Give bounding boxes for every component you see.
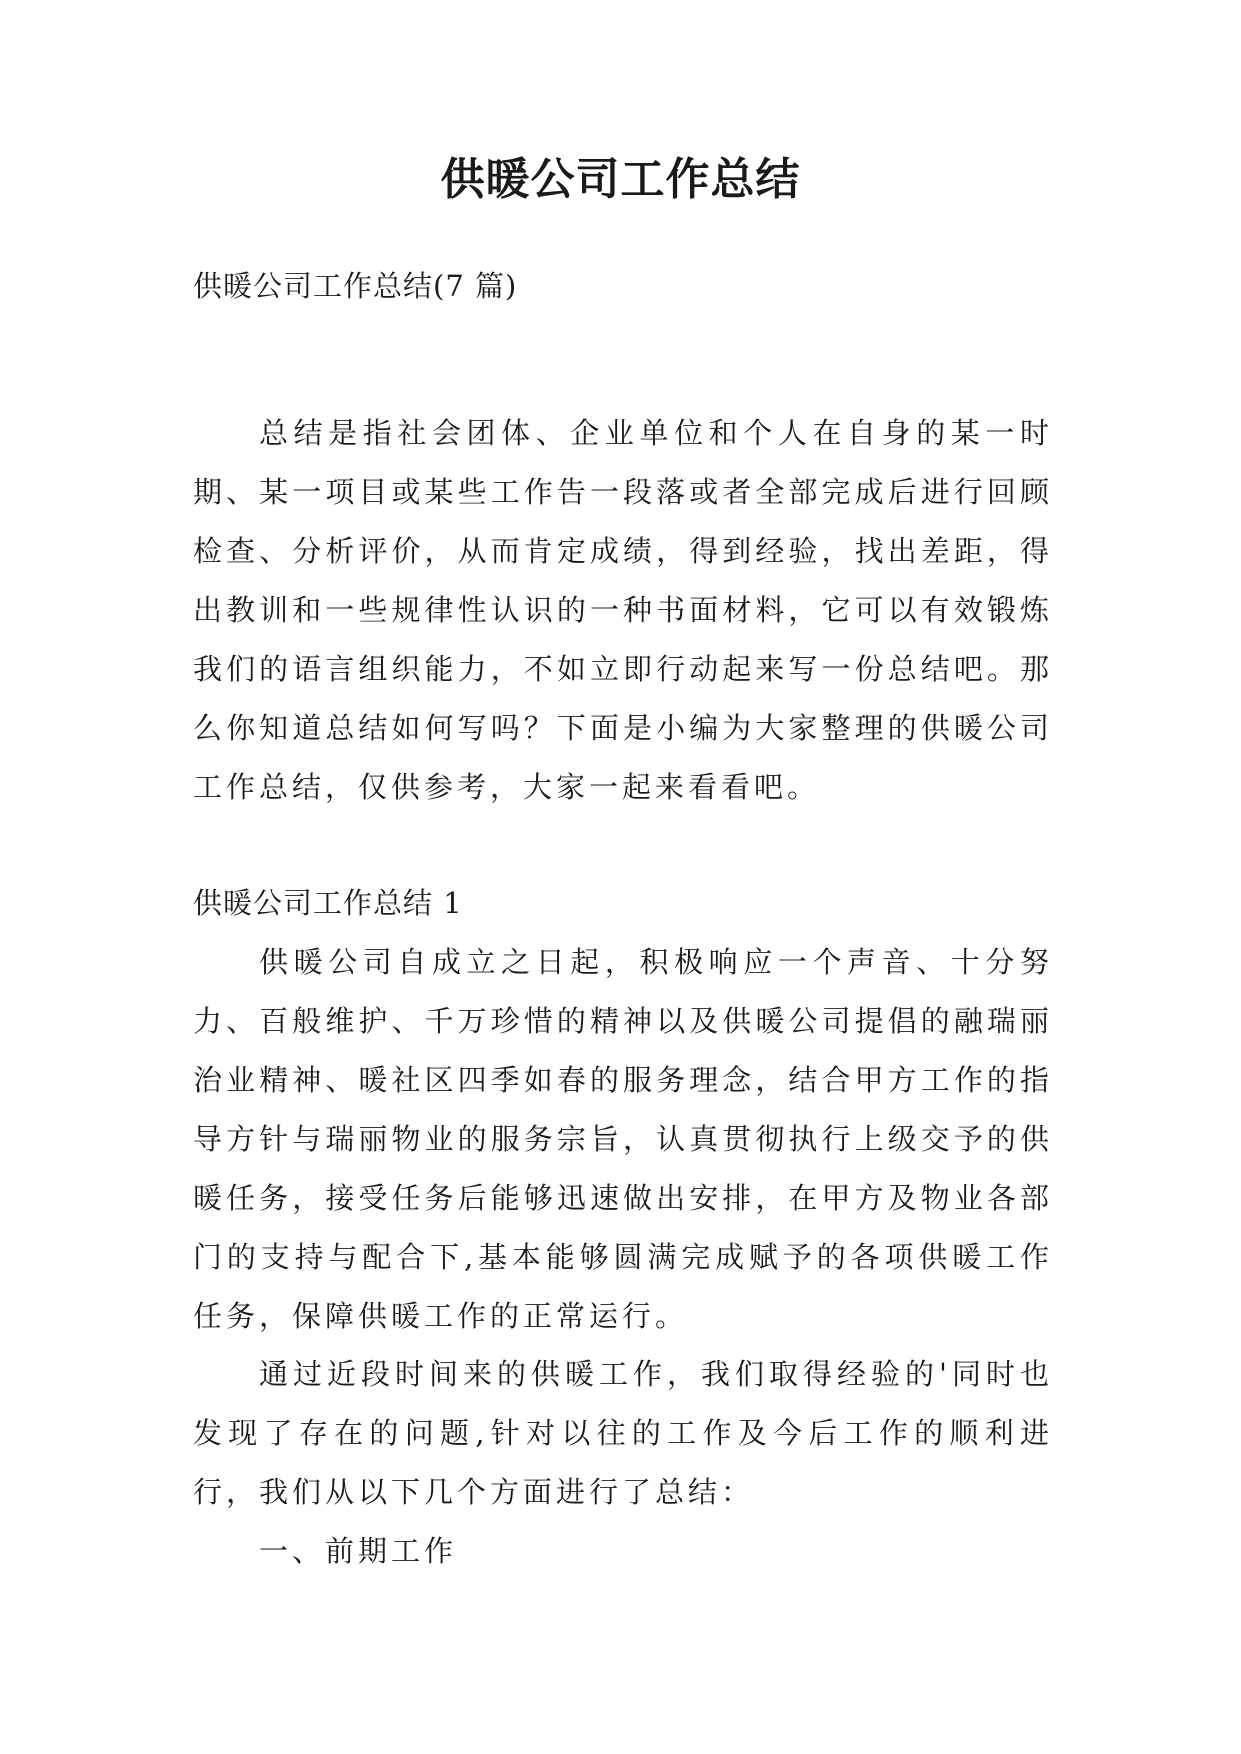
section-heading: 供暖公司工作总结 1 — [193, 886, 463, 920]
body-paragraph-2: 通过近段时间来的供暖工作，我们取得经验的'同时也发现了存在的问题,针对以往的工作及今后工作的顺利进行，我们从以下几个方面进行了总结： — [193, 1357, 1053, 1509]
intro-paragraph: 总结是指社会团体、企业单位和个人在自身的某一时期、某一项目或某些工作告一段落或者全部完成后进行回顾检查、分析评价，从而肯定成绩，得到经验，找出差距，得出教训和一些规律性认识的一种书面材料，它可以有效锻炼我们的语言组织能力，不如立即行动起来写一份总结吧。那么你知道总结如何写吗？下面是小编为大家整理的供暖公司工作总结，仅供参考，大家一起来看看吧。 — [193, 416, 1053, 804]
list-item-heading: 一、前期工作 — [259, 1534, 458, 1568]
document-title: 供暖公司工作总结 — [440, 154, 801, 205]
document-subtitle: 供暖公司工作总结(7 篇) — [193, 269, 518, 303]
body-paragraph-1: 供暖公司自成立之日起，积极响应一个声音、十分努力、百般维护、千万珍惜的精神以及供暖公司提倡的融瑞丽治业精神、暖社区四季如春的服务理念，结合甲方工作的指导方针与瑞丽物业的服务宗旨，认真贯彻执行上级交予的供暖任务，接受任务后能够迅速做出安排，在甲方及物业各部门的支持与配合下,基本能够圆满完成赋予的各项供暖工作任务，保障供暖工作的正常运行。 — [193, 945, 1053, 1333]
